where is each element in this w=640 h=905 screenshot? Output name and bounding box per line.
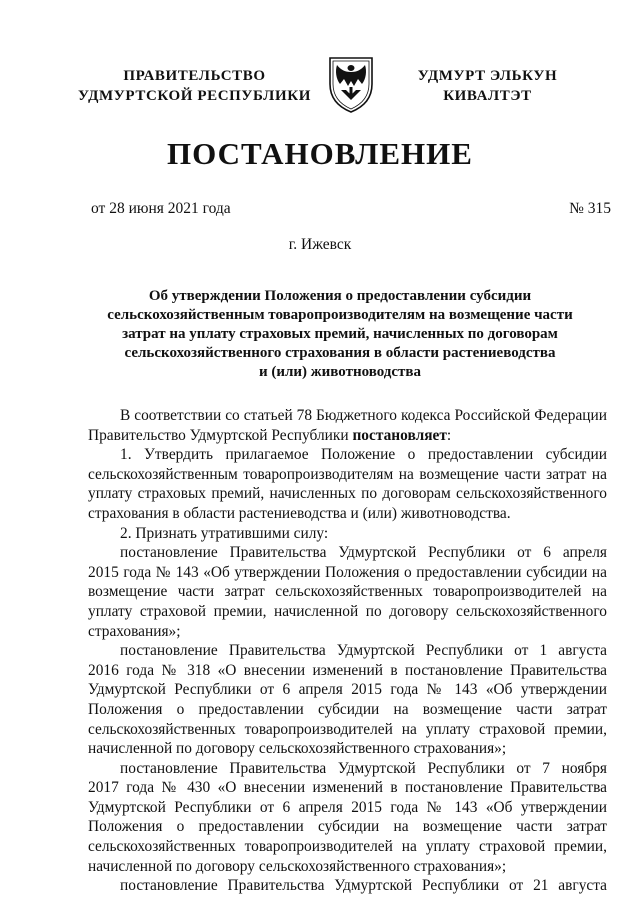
body-line: постановление Правительства Удмуртской Республики от 21 августа xyxy=(120,877,607,895)
document-number: № 315 xyxy=(569,200,611,217)
body-line: постановление Правительства Удмуртской Республики от 1 августа xyxy=(120,642,607,660)
government-name-line: УДМУРТ ЭЛЬКУН xyxy=(417,68,558,84)
body-line: сельскохозяйственным товаропроизводителям на возмещение части затрат на xyxy=(88,465,607,483)
body-line: Удмуртской Республики от 6 апреля 2015 года № 143 «Об утверждении xyxy=(88,681,607,699)
body-line: 2017 года № 430 «О внесении изменений в постановление Правительства xyxy=(88,779,607,797)
title-line: сельскохозяйственным товаропроизводителям на возмещение части xyxy=(107,307,573,323)
body-line: постановление Правительства Удмуртской Республики от 6 апреля xyxy=(120,544,607,562)
government-name-line: КИВАЛТЭТ xyxy=(443,88,532,104)
government-name-line: УДМУРТСКОЙ РЕСПУБЛИКИ xyxy=(78,88,311,104)
government-name-udmurt xyxy=(395,66,580,106)
body-line: страхования в области растениеводства и (или) животноводства. xyxy=(88,504,511,522)
title-line: и (или) животноводства xyxy=(258,364,422,380)
government-name-line: ПРАВИТЕЛЬСТВО xyxy=(123,68,266,84)
body-line: начисленной по договору сельскохозяйственного страхования»; xyxy=(88,857,507,875)
body-line: Удмуртской Республики от 6 апреля 2015 года № 143 «Об утверждении xyxy=(88,798,607,816)
body-line: В соответствии со статьей 78 Бюджетного кодекса Российской Федерации xyxy=(120,407,607,424)
body-line: уплату страховой премии, начисленной по договору сельскохозяйственного xyxy=(88,602,607,620)
intro-punctuation: : xyxy=(446,426,452,444)
government-name-russian xyxy=(72,66,317,106)
body-line: сельскохозяйственных товаропроизводителей на уплату страховой премии, xyxy=(88,720,607,738)
body-line: уплату страховых премий, начисленных по договорам сельскохозяйственного xyxy=(88,485,607,503)
document-title xyxy=(90,287,590,382)
document-city: г. Ижевск xyxy=(288,236,352,253)
body-line: постановление Правительства Удмуртской Республики от 7 ноября xyxy=(120,759,607,777)
body-line: Положения о предоставлении субсидии на возмещение части затрат xyxy=(88,700,607,718)
document-type: ПОСТАНОВЛЕНИЕ xyxy=(167,136,473,171)
body-lines xyxy=(88,445,607,896)
body-line: начисленной по договору сельскохозяйственного страхования»; xyxy=(88,740,507,758)
udmurtia-coat-of-arms-icon xyxy=(326,54,376,114)
body-line: страхования»; xyxy=(88,622,181,640)
body-line: 1. Утвердить прилагаемое Положение о предоставлении субсидии xyxy=(120,446,607,464)
intro-text: Правительство Удмуртской Республики xyxy=(88,426,353,444)
title-line: Об утверждении Положения о предоставлении субсидии xyxy=(148,288,532,304)
resolution-verb: постановляет xyxy=(352,426,447,444)
title-line: сельскохозяйственного страхования в области растениеводства xyxy=(124,345,556,361)
title-line: затрат на уплату страховых премий, начисленных по договорам xyxy=(122,326,558,342)
body-line: возмещение части затрат сельскохозяйственных товаропроизводителей на xyxy=(88,583,607,601)
body-line xyxy=(88,426,607,446)
body-line: Положения о предоставлении субсидии на возмещение части затрат xyxy=(88,818,607,836)
body-line: 2015 года № 143 «Об утверждении Положения о предоставлении субсидии на xyxy=(88,563,607,581)
body-line: 2. Признать утратившими силу: xyxy=(120,524,329,542)
document-date: от 28 июня 2021 года xyxy=(91,200,231,217)
body-line: 2016 года № 318 «О внесении изменений в постановление Правительства xyxy=(88,661,607,679)
body-line: сельскохозяйственных товаропроизводителей на уплату страховой премии, xyxy=(88,838,607,856)
document-body xyxy=(88,406,607,896)
